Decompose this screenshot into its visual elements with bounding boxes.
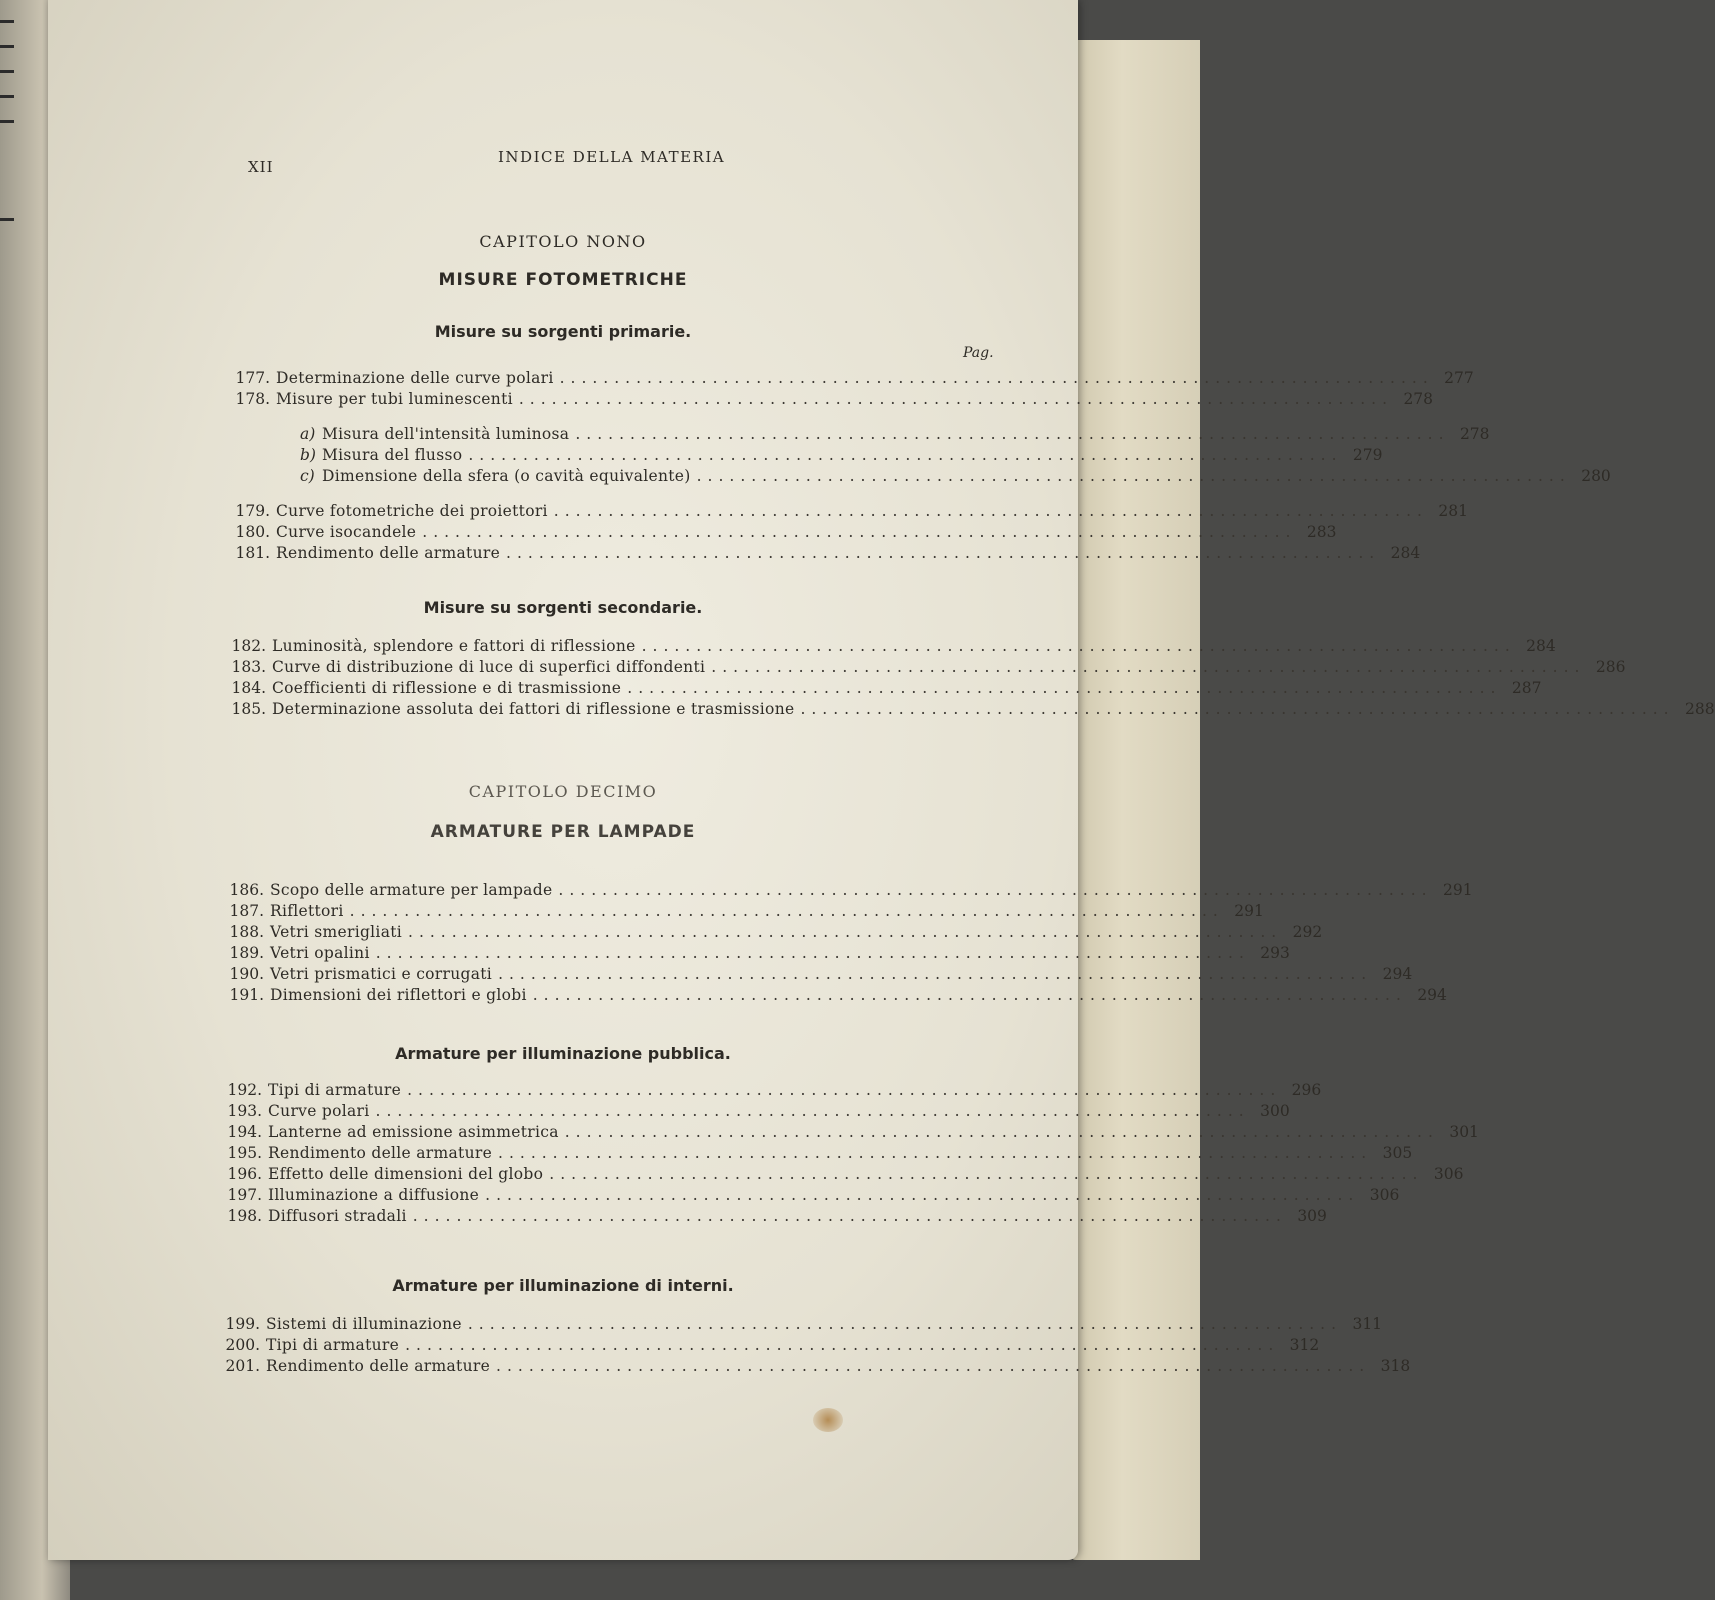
toc-entry-page: 306	[1369, 1186, 1400, 1204]
section-title: Misure su sorgenti primarie.	[434, 322, 692, 341]
dot-leader: ................................................................................	[498, 1144, 1373, 1162]
toc-entry-page: 291	[1234, 902, 1264, 920]
spine-mark	[0, 20, 14, 23]
dot-leader: ................................................................................	[375, 1102, 1250, 1120]
toc-entry	[48, 466, 1611, 487]
toc-entry	[48, 678, 1542, 699]
toc-entry-number: 195.	[227, 1144, 262, 1162]
toc-entry-number: 201.	[225, 1357, 260, 1375]
dot-leader: ................................................................................	[485, 1186, 1360, 1204]
toc-entry-page: 311	[1352, 1315, 1383, 1333]
toc-entry-number: 192.	[227, 1081, 262, 1099]
running-title: INDICE DELLA MATERIA	[498, 148, 726, 166]
toc-entry-page: 284	[1390, 544, 1421, 562]
chapter-9-label: CAPITOLO NONO	[479, 232, 647, 251]
toc-entry-title: Misura dell'intensità luminosa	[322, 425, 570, 443]
index-page	[48, 0, 1715, 1560]
toc-entry-number: 184.	[231, 679, 266, 697]
toc-entry-page: 296	[1291, 1081, 1322, 1099]
dot-leader: ................................................................................	[800, 700, 1675, 718]
toc-entry-title: Riflettori	[270, 902, 344, 920]
toc-entry-title: Tipi di armature	[266, 1336, 400, 1354]
chapter-10-title: ARMATURE PER LAMPADE	[430, 822, 696, 842]
spine-mark	[0, 45, 14, 48]
toc-entry-title: Curve polari	[268, 1102, 370, 1120]
toc-entry-page: 283	[1306, 523, 1337, 541]
toc-entry	[48, 1314, 1383, 1335]
toc-entry-title: Illuminazione a diffusione	[268, 1186, 480, 1204]
dot-leader: ................................................................................	[422, 523, 1297, 541]
toc-entry-title: Lanterne ad emissione asimmetrica	[268, 1123, 559, 1141]
spine-mark	[0, 120, 14, 123]
toc-entry-number: 196.	[227, 1165, 262, 1183]
toc-entry	[48, 901, 1264, 922]
toc-entry-page: 277	[1444, 369, 1474, 387]
toc-entry-title: Determinazione delle curve polari	[276, 369, 554, 387]
toc-entry-page: 300	[1260, 1102, 1290, 1120]
toc-entry-number: 183.	[231, 658, 266, 676]
toc-entry-page: 294	[1417, 986, 1447, 1004]
dot-leader: ................................................................................	[468, 446, 1343, 464]
dot-leader: ................................................................................	[558, 881, 1433, 899]
toc-entry-number: 182.	[231, 637, 266, 655]
toc-entry-page: 281	[1438, 502, 1468, 520]
toc-entry-title: Misure per tubi luminescenti	[276, 390, 513, 408]
toc-entry	[48, 985, 1447, 1006]
toc-entry-title: Dimensioni dei riflettori e globi	[270, 986, 527, 1004]
toc-entry-title: Dimensione della sfera (o cavità equivalente)	[322, 467, 691, 485]
dot-leader: ................................................................................	[553, 502, 1428, 520]
toc-entry-number: 180.	[235, 523, 270, 541]
toc-entry-number: 181.	[235, 544, 270, 562]
toc-entry-page: 318	[1380, 1357, 1411, 1375]
toc-entry	[48, 1122, 1479, 1143]
toc-entry-page: 280	[1581, 467, 1611, 485]
chapter-10-label: CAPITOLO DECIMO	[468, 782, 658, 801]
toc-entry	[48, 636, 1556, 657]
toc-entry-number: 190.	[229, 965, 264, 983]
dot-leader: ................................................................................	[407, 1081, 1282, 1099]
toc-entry	[48, 1143, 1413, 1164]
toc-entry-title: Rendimento delle armature	[268, 1144, 493, 1162]
toc-entry-title: Misura del flusso	[322, 446, 463, 464]
toc-entry-title: Coefficienti di riflessione e di trasmissione	[272, 679, 622, 697]
toc-entry-page: 293	[1260, 944, 1290, 962]
toc-entry	[48, 880, 1473, 901]
toc-entry-title: Luminosità, splendore e fattori di riflessione	[272, 637, 636, 655]
toc-list	[48, 1080, 1479, 1227]
page-folio: XII	[248, 158, 274, 176]
toc-entry-title: Rendimento delle armature	[276, 544, 501, 562]
dot-leader: ................................................................................	[405, 1336, 1280, 1354]
toc-entry-title: Scopo delle armature per lampade	[270, 881, 553, 899]
toc-entry-page: 291	[1443, 881, 1473, 899]
spine-mark	[0, 218, 14, 221]
toc-entry	[48, 964, 1413, 985]
toc-entry	[48, 943, 1290, 964]
toc-entry-page: 305	[1382, 1144, 1413, 1162]
toc-entry-title: Sistemi di illuminazione	[266, 1315, 462, 1333]
toc-entry-number: 194.	[227, 1123, 262, 1141]
toc-list	[48, 1314, 1411, 1377]
toc-list	[48, 636, 1715, 720]
toc-entry	[48, 1335, 1320, 1356]
toc-entry-number: 178.	[235, 390, 270, 408]
dot-leader: ................................................................................	[408, 923, 1283, 941]
dot-leader: ................................................................................	[559, 369, 1434, 387]
toc-entry-title: Vetri smerigliati	[270, 923, 403, 941]
toc-entry	[48, 522, 1337, 543]
chapter-9-title: MISURE FOTOMETRICHE	[438, 270, 688, 290]
toc-list	[48, 880, 1473, 1006]
toc-entry-letter: c)	[300, 467, 315, 485]
toc-entry-title: Rendimento delle armature	[266, 1357, 491, 1375]
toc-entry-page: 278	[1459, 425, 1490, 443]
toc-entry	[48, 922, 1323, 943]
toc-entry-title: Vetri opalini	[270, 944, 370, 962]
toc-entry-number: 185.	[231, 700, 266, 718]
dot-leader: ................................................................................	[627, 679, 1502, 697]
dot-leader: ................................................................................	[506, 544, 1381, 562]
dot-leader: ................................................................................	[696, 467, 1571, 485]
dot-leader: ................................................................................	[711, 658, 1586, 676]
section-title: Misure su sorgenti secondarie.	[423, 598, 703, 617]
toc-entry	[48, 445, 1383, 466]
toc-entry-number: 177.	[235, 369, 270, 387]
dot-leader: ................................................................................	[518, 390, 1394, 408]
toc-entry-page: 284	[1526, 637, 1556, 655]
toc-entry-letter: a)	[300, 425, 316, 443]
toc-entry-page: 292	[1292, 923, 1323, 941]
dot-leader: ................................................................................	[641, 637, 1516, 655]
toc-entry-page: 312	[1289, 1336, 1320, 1354]
section-title: Armature per illuminazione di interni.	[392, 1276, 734, 1295]
section-title: Armature per illuminazione pubblica.	[395, 1044, 731, 1063]
toc-entry-page: 309	[1297, 1207, 1327, 1225]
dot-leader: ................................................................................	[412, 1207, 1287, 1225]
toc-entry-number: 187.	[229, 902, 264, 920]
spine-mark	[0, 95, 14, 98]
toc-entry	[48, 1206, 1327, 1227]
toc-entry-letter: b)	[300, 446, 316, 464]
toc-entry-page: 278	[1403, 390, 1434, 408]
toc-entry-title: Curve isocandele	[276, 523, 417, 541]
toc-entry-page: 294	[1382, 965, 1413, 983]
page-column-label: Pag.	[963, 345, 994, 361]
toc-entry	[48, 501, 1468, 522]
toc-entry-page: 279	[1352, 446, 1383, 464]
toc-entry-number: 191.	[229, 986, 264, 1004]
toc-entry-title: Curve fotometriche dei proiettori	[276, 502, 548, 520]
toc-entry-title: Effetto delle dimensioni del globo	[268, 1165, 544, 1183]
toc-entry-number: 186.	[229, 881, 264, 899]
toc-entry	[48, 543, 1421, 564]
toc-entry-number: 193.	[227, 1102, 262, 1120]
dot-leader: ................................................................................	[532, 986, 1407, 1004]
dot-leader: ................................................................................	[575, 425, 1450, 443]
toc-entry-number: 188.	[229, 923, 264, 941]
toc-entry	[48, 424, 1490, 445]
toc-entry-title: Determinazione assoluta dei fattori di riflessione e trasmissione	[272, 700, 795, 718]
toc-entry-number: 189.	[229, 944, 264, 962]
toc-entry-title: Tipi di armature	[268, 1081, 402, 1099]
toc-list	[48, 368, 1611, 564]
toc-entry-page: 301	[1449, 1123, 1479, 1141]
toc-entry-number: 200.	[225, 1336, 260, 1354]
toc-entry	[48, 1080, 1322, 1101]
dot-leader: ................................................................................	[564, 1123, 1439, 1141]
toc-entry	[48, 1101, 1290, 1122]
toc-entry	[48, 657, 1626, 678]
toc-entry-number: 197.	[227, 1186, 262, 1204]
toc-entry	[48, 368, 1474, 389]
toc-entry-number: 199.	[225, 1315, 260, 1333]
toc-entry-title: Vetri prismatici e corrugati	[270, 965, 493, 983]
paper-stain	[813, 1408, 843, 1432]
spine-mark	[0, 70, 14, 73]
dot-leader: ................................................................................	[467, 1315, 1343, 1333]
toc-entry	[48, 699, 1715, 720]
toc-entry	[48, 1185, 1400, 1206]
dot-leader: ................................................................................	[349, 902, 1224, 920]
dot-leader: ................................................................................	[496, 1357, 1371, 1375]
toc-entry-page: 306	[1433, 1165, 1464, 1183]
toc-entry-title: Curve di distribuzione di luce di superfici diffondenti	[272, 658, 706, 676]
running-head	[48, 148, 1078, 178]
toc-entry-page: 288	[1685, 700, 1715, 718]
toc-entry-number: 198.	[227, 1207, 262, 1225]
toc-entry	[48, 389, 1434, 410]
dot-leader: ................................................................................	[549, 1165, 1424, 1183]
toc-entry	[48, 1164, 1464, 1185]
toc-entry	[48, 1356, 1411, 1377]
toc-entry-page: 287	[1511, 679, 1542, 697]
toc-entry-page: 286	[1595, 658, 1626, 676]
dot-leader: ................................................................................	[498, 965, 1373, 983]
toc-entry-number: 179.	[235, 502, 270, 520]
dot-leader: ................................................................................	[375, 944, 1250, 962]
toc-entry-title: Diffusori stradali	[268, 1207, 407, 1225]
